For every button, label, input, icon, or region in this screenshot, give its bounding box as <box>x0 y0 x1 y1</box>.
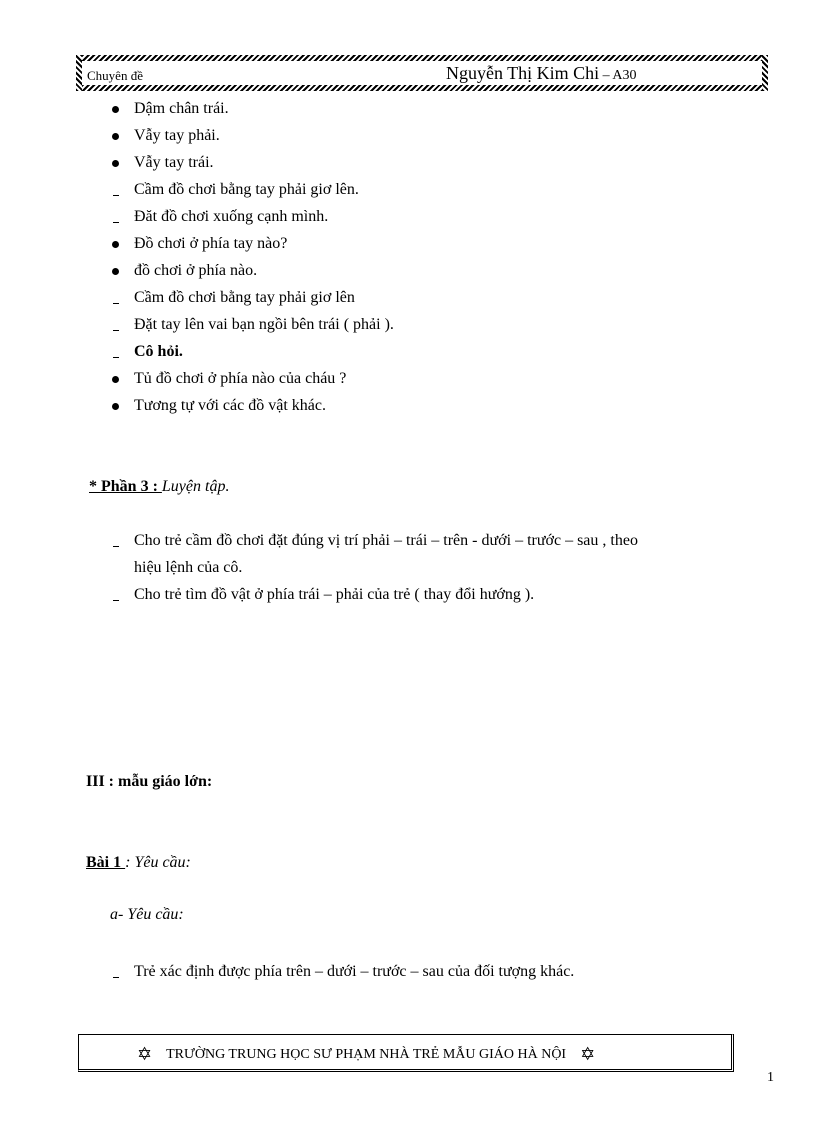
exercise-heading: Bài 1 : Yêu cầu: <box>86 854 191 871</box>
dash-icon <box>113 357 119 358</box>
header-author <box>446 63 637 84</box>
section-heading: * Phần 3 : Luyện tập. <box>89 478 230 495</box>
sub-heading-a: a- Yêu cầu: <box>110 906 184 923</box>
header-author-name: Nguyễn Thị Kim Chi <box>446 63 600 83</box>
document-page: Chuyên đề Nguyễn Thị Kim Chi – A30 Dậm chân trái. Vẫy tay phải. Vẫy tay trái. Cầm đồ chơi bằng tay phải giơ lên. Đăt đồ chơi xuống cạnh mình. Đồ chơi ở phía tay nào? đồ chơi ở phía nào. Cầm đồ chơi bằng tay phải giơ lên Đặt tay lên vai bạn ngồi bên trái ( phải ). Cô hỏi. Tủ đồ chơi ở phía nào của cháu ? Tương tự với các đồ vật khác. * Phần 3 : Luyện tập. Cho trẻ cầm đồ chơi đặt đúng vị trí phải – trái – trên - dưới – trước – sau , theo hiệu lệnh của cô. Cho trẻ tìm đồ vật ở phía trái – phải của trẻ ( thay đổi hướng ). III : mẫu giáo lớn: Bài 1 : Yêu cầu: a- Yêu cầu: Trẻ xác định được phía trên – dưới – trước – sau của đối tượng khác. ✡ TRƯỜNG TRUNG HỌC SƯ PHẠM NHÀ TRẺ MẪU GIÁO HÀ NỘI ✡ 1 <box>0 0 816 1123</box>
star-of-david-icon: ✡ <box>137 1044 153 1065</box>
dash-icon <box>113 303 119 304</box>
page-header <box>76 55 768 91</box>
bullet-icon <box>112 133 119 140</box>
bullet-icon <box>112 106 119 113</box>
dash-icon <box>113 330 119 331</box>
bullet-icon <box>112 376 119 383</box>
section-heading-iii: III : mẫu giáo lớn: <box>86 773 213 790</box>
bullet-icon <box>112 403 119 410</box>
dash-icon <box>113 977 119 978</box>
header-border-bottom <box>76 85 768 91</box>
footer-school-name: TRƯỜNG TRUNG HỌC SƯ PHẠM NHÀ TRẺ MẪU GIÁO HÀ NỘI <box>166 1046 567 1062</box>
page-footer <box>78 1034 734 1072</box>
header-border-top <box>76 55 768 61</box>
dash-icon <box>113 600 119 601</box>
footer-content <box>137 1044 595 1065</box>
dash-icon <box>113 222 119 223</box>
header-topic: Chuyên đề <box>87 68 143 83</box>
bullet-icon <box>112 268 119 275</box>
bullet-icon <box>112 241 119 248</box>
header-author-suffix: – A30 <box>599 68 637 83</box>
dash-icon <box>113 195 119 196</box>
page-number: 1 <box>767 1070 774 1085</box>
bullet-icon <box>112 160 119 167</box>
dash-icon <box>113 546 119 547</box>
header-border-left <box>76 55 82 91</box>
star-of-david-icon: ✡ <box>580 1044 596 1065</box>
header-border-right <box>762 55 768 91</box>
